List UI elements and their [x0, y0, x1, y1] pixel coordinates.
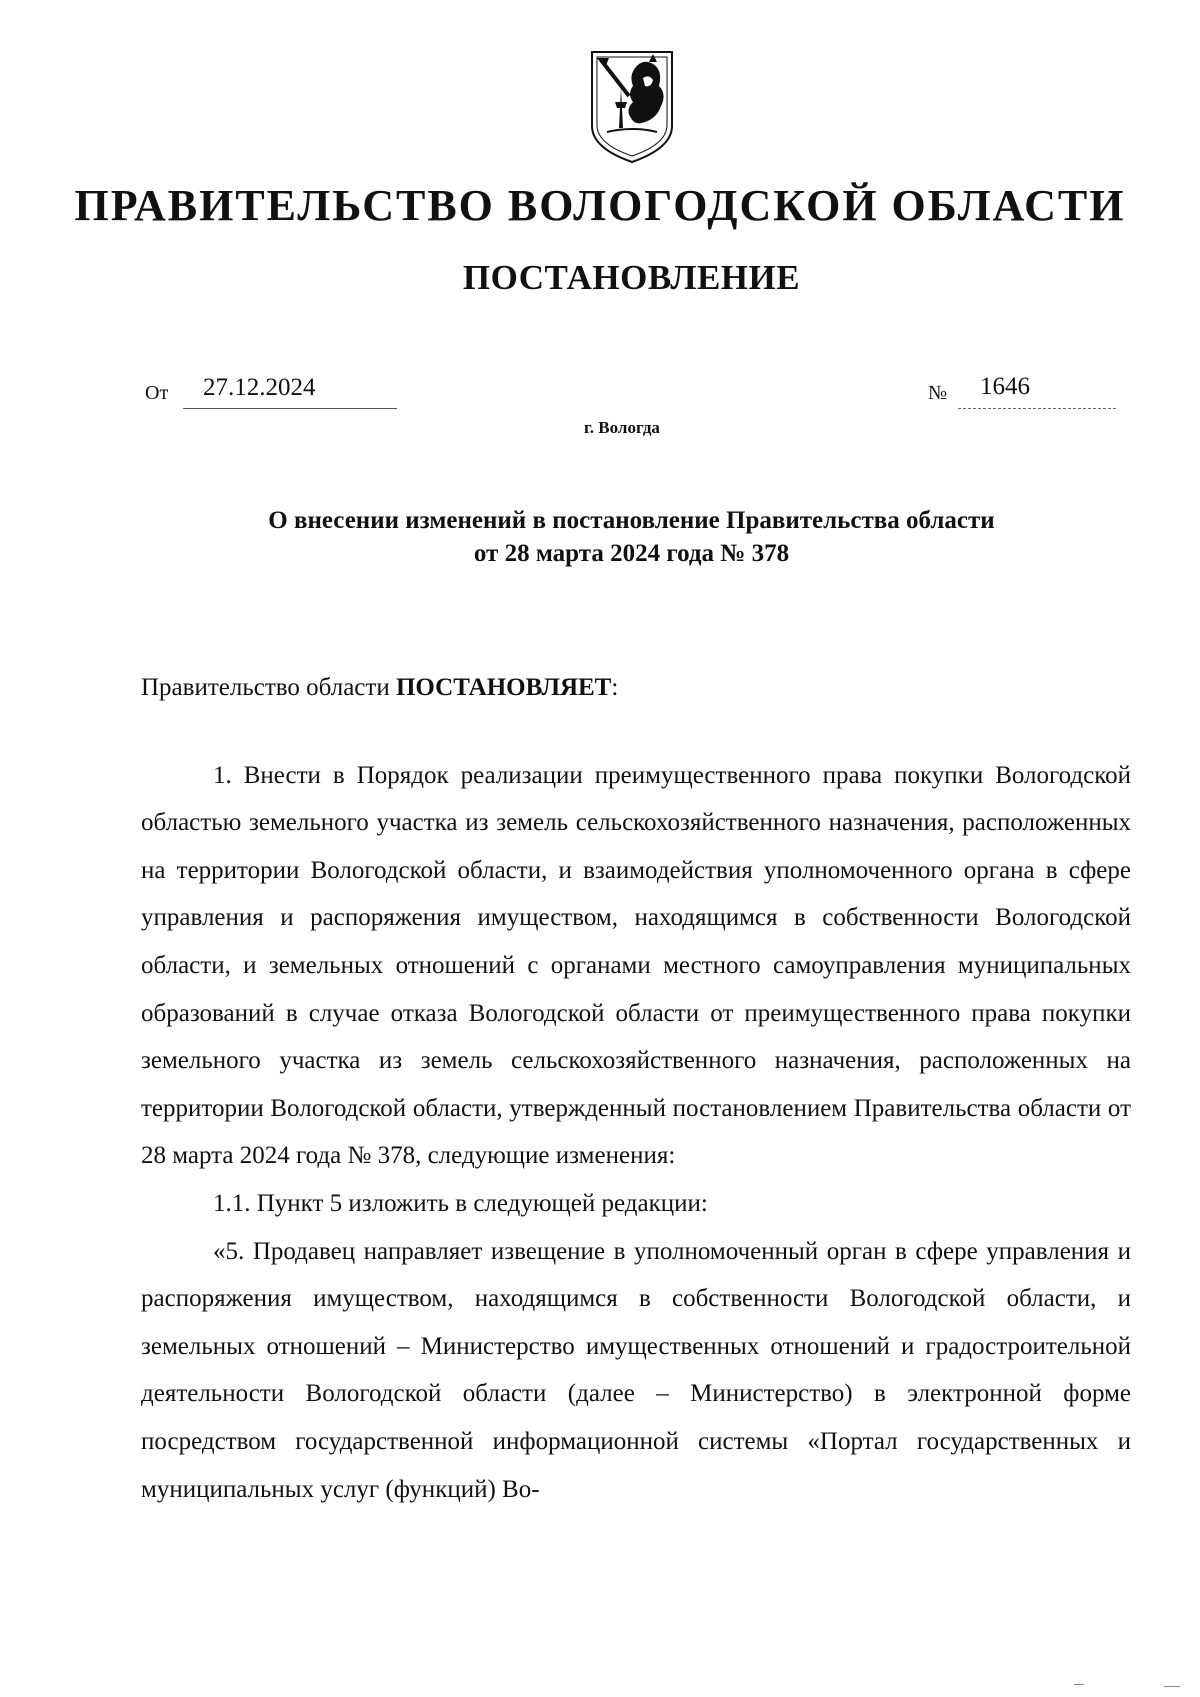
document-number: 1646 [980, 373, 1030, 400]
lead-bold: ПОСТАНОВЛЯЕТ [395, 674, 612, 701]
paragraph-5-quote: «5. Продавец направляет извещение в уполномоченный орган в сфере управления и распоряжения имуществом, находящимся в собственности Вологодской области, и земельных отношений – Министерство имущественных отношений и градостроительной деятельности Вологодской области (далее – Министерство) в электронной форме посредством государственной информационной системы «Портал государственных и муниципальных услуг (функций) Во- [141, 1237, 1131, 1503]
subject-line-2: от 28 марта 2024 года № 378 [473, 540, 790, 567]
paragraph-1-1: 1.1. Пункт 5 изложить в следующей редакции: [213, 1189, 708, 1217]
date-prefix: От [145, 382, 169, 404]
number-prefix: № [928, 382, 948, 404]
lead-text: Правительство области [141, 674, 396, 701]
date-field [145, 374, 316, 405]
resolution-lead [141, 664, 1131, 712]
document-body [141, 664, 1131, 1513]
number-field [928, 373, 1030, 405]
paragraph-1: 1. Внести в Порядок реализации преимущественного права покупки Вологодской областью земельного участка из земель сельскохозяйственного назначения, расположенных на территории Вологодской области, и взаимодействия уполномоченного органа в сфере управления и распоряжения имуществом, находящимся в собственности Вологодской области, и земельных отношений с органами местного самоуправления муниципальных образований в случае отказа Вологодской области от преимущественного права покупки земельного участка из земель сельскохозяйственного назначения, расположенных на территории Вологодской области, утвержденный постановлением Правительства области от 28 марта 2024 года № 378, следующие изменения: [141, 761, 1131, 1170]
city-label: г. Вологда [584, 418, 660, 437]
vologda-coat-of-arms-icon [587, 48, 677, 166]
organization-title: ПРАВИТЕЛЬСТВО ВОЛОГОДСКОЙ ОБЛАСТИ [74, 181, 1126, 230]
subject-line-1: О внесении изменений в постановление Правительства области [268, 507, 995, 534]
scan-speck [1074, 1684, 1084, 1685]
document-type: ПОСТАНОВЛЕНИЕ [462, 258, 801, 297]
scan-speck [1164, 1686, 1180, 1687]
document-subject [0, 504, 1200, 570]
document-date: 27.12.2024 [203, 374, 316, 401]
lead-colon: : [611, 674, 619, 701]
